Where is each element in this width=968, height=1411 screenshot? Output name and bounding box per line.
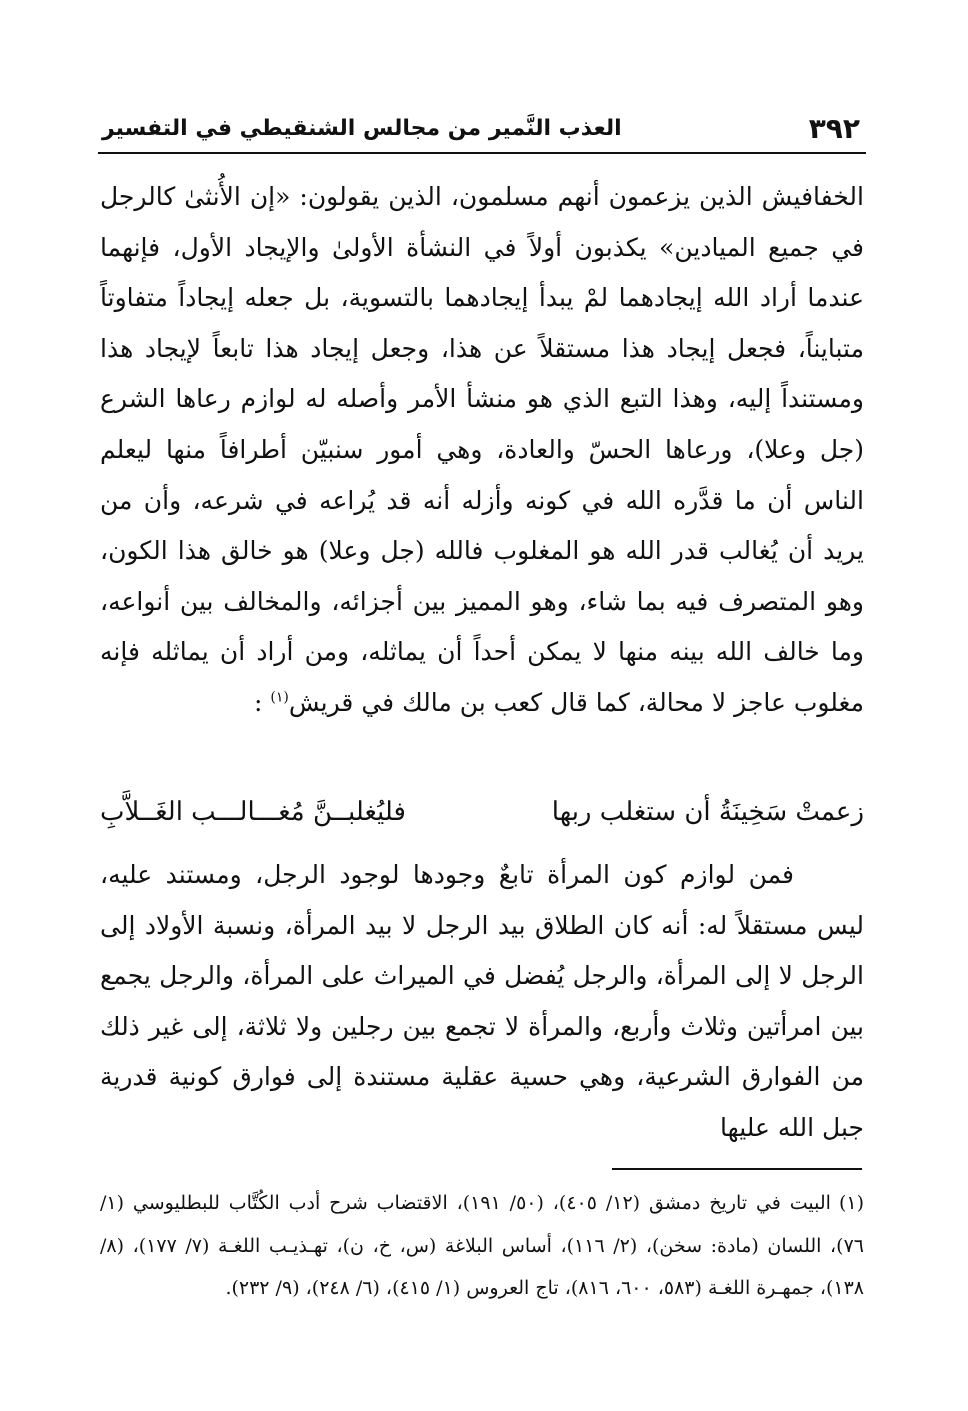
- running-title: العذب النَّمير من مجالس الشنقيطي في التفسير: [102, 116, 622, 141]
- page-number: ٣٩٢: [808, 112, 860, 145]
- footnote-separator: [612, 1168, 862, 1170]
- paragraph-text: الخفافيش الذين يزعمون أنهم مسلمون، الذين يقولون: «إن الأُنثىٰ كالرجل في جميع الميادين» يكذبون أولاً في النشأة الأولىٰ والإيجاد الأول، فإنهما عندما أراد الله إيجادهما لمْ يبدأ إيجادهما بالتسوية، بل جعله إيجاداً متفاوتاً متبايناً، فجعل إيجاد هذا مستقلاً عن هذا، وجعل إيجاد هذا تابعاً لإيجاد هذا ومستنداً إليه، وهذا التبع الذي هو منشأ الأمر وأصله له لوازم رعاها الشرع (جل وعلا)، ورعاها الحسّ والعادة، وهي أمور سنبيّن أطرافاً منها ليعلم الناس أن ما قدَّره الله في كونه وأزله أنه قد يُراعه في شرعه، وأن من يريد أن يُغالب قدر الله هو المغلوب فالله (جل وعلا) هو خالق هذا الكون، وهو المتصرف فيه بما شاء، وهو المميز بين أجزائه، والمخالف بين أنواعه، وما خالف الله بينه منها لا يمكن أحداً أن يماثله، ومن أراد أن يماثله فإنه مغلوب عاجز لا محالة، كما قال كعب بن مالك في قريش: [100, 182, 864, 717]
- second-paragraph: فمن لوازم كون المرأة تابعٌ وجودها لوجود الرجل، ومستند عليه، ليس مستقلاً له: أنه كان الطلاق بيد الرجل لا بيد المرأة، ونسبة الأولاد إلى الرجل لا إلى المرأة، والرجل يُفضل في الميراث على المرأة، والرجل يجمع بين امرأتين وثلاث وأربع، والمرأة لا تجمع بين رجلين ولا ثلاثة، إلى غير ذلك من الفوارق الشرعية، وهي حسية عقلية مستندة إلى فوارق كونية قدرية جبل الله عليها: [100, 860, 864, 1142]
- paragraph-end-punctuation: :: [253, 687, 263, 717]
- footnote-text: البيت في تاريخ دمشق (١٢/ ٤٠٥)، (٥٠/ ١٩١)، الاقتضاب شرح أدب الكُتَّاب للبطليوسي (١/ ٧٦)، اللسان (مادة: سخن)، (٢/ ١١٦)، أساس البلاغة (س، خ، ن)، تهـذيـب اللغـة (٧/ ١٧٧)، (٨/ ١٣٨)، جمهـرة اللغـة (٥٨٣، ٦٠٠، ٨١٦)، تاج العروس (١/ ٤١٥)، (٦/ ٢٤٨)، (٩/ ٢٣٢).: [100, 1192, 864, 1299]
- footnote-marker: (١): [838, 1192, 864, 1214]
- main-paragraph: [100, 172, 864, 729]
- footnote-reference[interactable]: (١): [270, 689, 289, 706]
- verse-first-hemistich: زعمتْ سَخِينَةُ أن ستغلب ربها: [551, 797, 864, 827]
- verse-second-hemistich: فليُغلبــنَّ مُغـــالـــب الغَــلاَّبِ: [100, 797, 406, 827]
- poetry-verse: [100, 784, 864, 840]
- footnote: [100, 1182, 864, 1310]
- page-header: [98, 108, 866, 154]
